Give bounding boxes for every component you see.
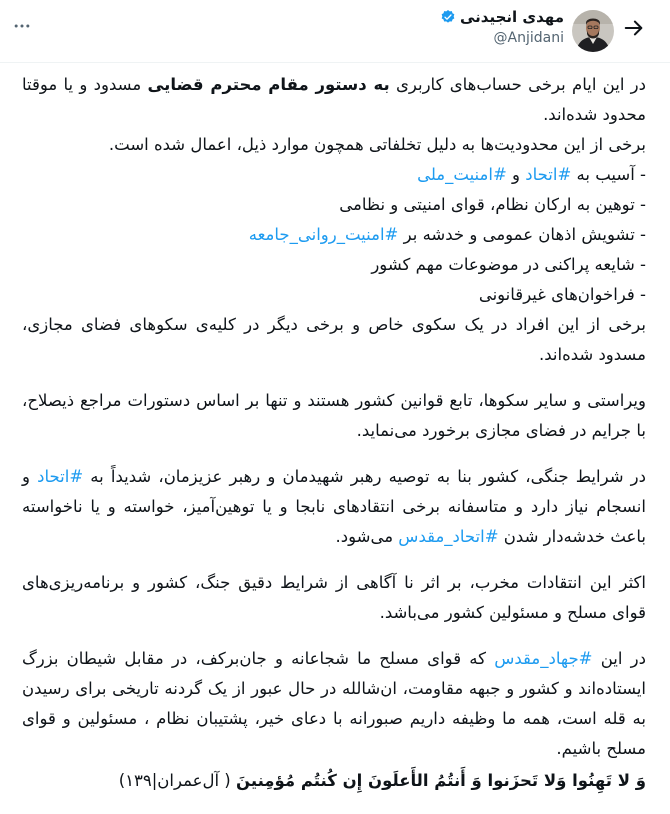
paragraph-4: در شرایط جنگی، کشور بنا به توصیه رهبر شهیدمان و رهبر عزیزمان، شدیداً به #اتحاد و انسجام نیاز دارد و متاسفانه برخی انتقادهای نابجا و یا توهین‌آمیز، خواسته و یا ناخواسته باعث خدشه‌دار شدن #اتحاد_مقدس می‌شود.	[22, 467, 646, 546]
hashtag-link[interactable]: #امنیت_ملی	[417, 165, 507, 184]
list-item: - تشویش اذهان عمومی و خدشه بر #امنیت_روانی_جامعه	[248, 225, 646, 244]
violations-outro: برخی از این افراد در یک سکوی خاص و برخی دیگر در کلیه‌ی سکوهای فضای مجازی، مسدود شده‌اند.	[22, 315, 646, 364]
hashtag-link[interactable]: #اتحاد_مقدس	[398, 527, 499, 546]
paragraph-5: اکثر این انتقادات مخرب، بر اثر نا آگاهی از شرایط دقیق جنگ، کشور و برنامه‌ریزی‌های قوای مسلح و مسئولین کشور می‌باشد.	[22, 573, 646, 622]
paragraph-1: در این ایام برخی حساب‌های کاربری به دستور مقام محترم قضایی مسدود و یا موقتا محدود شده‌اند.	[22, 75, 646, 124]
list-item: - فراخوان‌های غیرقانونی	[478, 285, 646, 304]
more-icon	[12, 16, 32, 36]
hashtag-link[interactable]: #امنیت_روانی_جامعه	[248, 225, 399, 244]
list-item: - توهین به ارکان نظام، قوای امنیتی و نظامی	[339, 195, 646, 214]
author-name[interactable]: مهدی انجیدنی	[459, 8, 564, 26]
paragraph-6: در این #جهاد_مقدس که قوای مسلح ما شجاعانه و جان‌برکف، در مقابل شیطان بزرگ ایستاده‌اند و کشور و جبهه مقاومت، ان‌شالله در حال عبور از یک گردنه تاریخی برای رسیدن به قله است، همه ما وظیفه داریم صبورانه با دعای خیر، پشتیبان نظام ، مسئولین و قوای مسلح باشیم.	[22, 649, 646, 758]
paragraph-2	[22, 130, 646, 370]
violations-intro: برخی از این محدودیت‌ها به دلیل تخلفاتی همچون موارد ذیل، اعمال شده است.	[108, 135, 646, 154]
arrow-right-icon	[623, 17, 645, 39]
list-item: - آسیب به #اتحاد و #امنیت_ملی	[417, 165, 646, 184]
hashtag-link[interactable]: #اتحاد	[525, 165, 572, 184]
verified-badge-icon	[440, 9, 456, 25]
hashtag-link[interactable]: #جهاد_مقدس	[494, 649, 593, 668]
list-item: - شایعه پراکنی در موضوعات مهم کشور	[371, 255, 646, 274]
more-button[interactable]	[10, 14, 34, 38]
quran-verse: وَ لا تَهِنُوا وَلا تَحزَنوا وَ أَنتُمُ الأَعلَونَ إِن كُنتُم مُؤمِنينَ ( آل‌عمران|۱۳۹)	[118, 771, 646, 790]
author-info[interactable]	[440, 6, 564, 46]
tweet-text	[22, 70, 646, 796]
paragraph-3: ویراستی و سایر سکوها، تابع قوانین کشور هستند و تنها بر اساس دستورات مراجع ذیصلاح، با جرایم در فضای مجازی برخورد می‌نماید.	[22, 391, 646, 440]
tweet-header	[0, 0, 670, 63]
avatar[interactable]	[572, 10, 614, 52]
hashtag-link[interactable]: #اتحاد	[37, 467, 84, 486]
back-button[interactable]	[622, 16, 646, 40]
author-handle[interactable]: @Anjidani	[493, 30, 564, 46]
